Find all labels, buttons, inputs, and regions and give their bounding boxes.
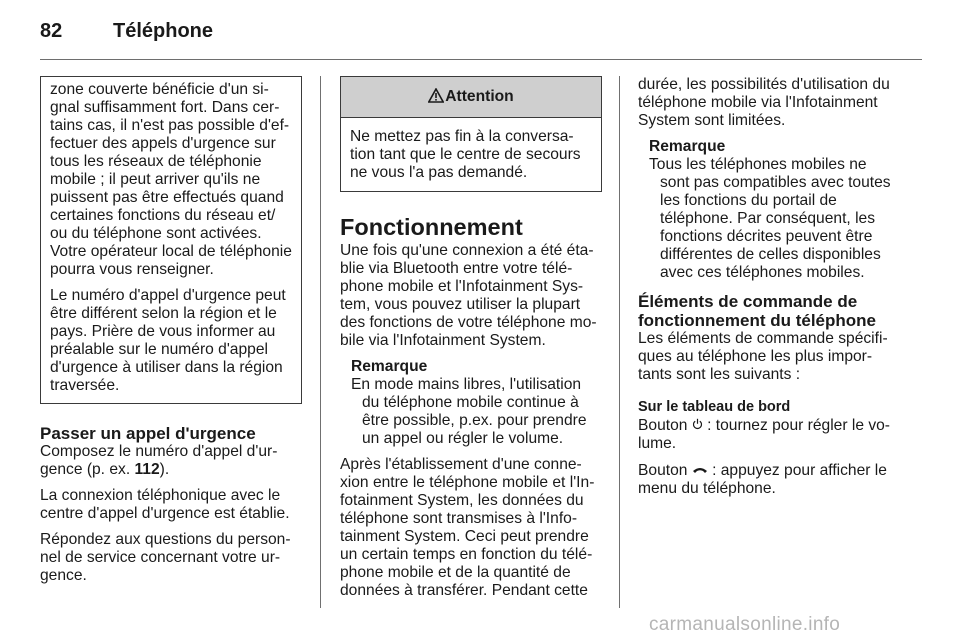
section-heading-operation: Fonctionnement [340,214,523,240]
column-divider-2 [619,76,620,608]
emergency-paragraph-3: Répondez aux questions du personnel de service concernant votre urgence. [40,531,291,584]
button-phone-label: Bouton [638,462,692,479]
remark-title: Remarque [351,358,428,375]
note-paragraph-2: Le numéro d'appel d'urgence peut être différent selon la région et le pays. Prière de vous informer au préalable sur le numéro d'appel d'urgence à utiliser dans la région traversée. [50,287,286,394]
column-3 [638,76,900,506]
remark-text-2: Tous les téléphones mobiles ne sont pas compatibles avec toutes les fonctions du portail de téléphone. Par conséquent, les fonctions décrites peuvent être différentes de celles disponibles avec ces téléphones mobiles. [649,156,891,281]
power-knob-icon [692,416,703,434]
column-1 [40,76,302,593]
continued-paragraph: durée, les possibilités d'utilisation du téléphone mobile via l'Infotainment System sont limitées. [638,76,890,129]
attention-box [340,76,602,192]
page-title: Téléphone [113,20,214,42]
emergency-paragraph-2: La connexion téléphonique avec le centre d'appel d'urgence est établie. [40,487,290,522]
column-divider-1 [320,76,321,608]
remark-title-2: Remarque [649,138,726,155]
section-heading-controls: Éléments de commande de fonctionnement du téléphone [638,292,876,330]
note-paragraph-1: zone couverte bénéficie d'un signal suffisamment fort. Dans certains cas, il n'est pas possible d'effectuer des appels d'urgence sur tous les réseaux de téléphonie mobile ; il peut arriver qu'ils ne puissent pas être effectués quand certaines fonctions du réseau et/ ou du téléphone sont activées. Votre opérateur local de téléphonie pourra vous renseigner. [50,81,292,278]
sub-heading-dashboard: Sur le tableau de bord [638,399,791,415]
header-rule [40,59,922,60]
remark-block [351,358,602,448]
attention-header [341,77,601,118]
emergency-paragraph-1 [40,443,302,479]
page-header [40,20,920,50]
button-volume-label: Bouton [638,417,692,434]
watermark: carmanualsonline.info [649,614,841,635]
emergency-p1-text: Composez le numéro d'appel d'urgence (p. ex. [40,443,278,478]
remark-block-2 [649,138,900,282]
section-heading-emergency-call: Passer un appel d'urgence [40,424,256,443]
column-2 [340,76,602,608]
phone-handset-icon [692,461,708,479]
continued-note-box [40,76,302,404]
operation-paragraph-1: Une fois qu'une connexion a été établie via Bluetooth entre votre téléphone mobile et l'Infotainment System, vous pouvez utiliser la plupart des fonctions de votre téléphone mobile via l'Infotainment System. [340,242,597,349]
button-phone-paragraph [638,461,900,498]
attention-text: Ne mettez pas fin à la conversation tant que le centre de secours ne vous l'a pas demandé. [350,128,581,181]
emergency-p1-end: ). [159,461,170,478]
button-phone-text: : appuyez pour afficher le menu du téléphone. [638,462,887,497]
attention-title: Attention [445,88,514,105]
remark-text: En mode mains libres, l'utilisation du téléphone mobile continue à être possible, p.ex. pour prendre un appel ou régler le volume. [351,376,587,447]
button-volume-text: : tournez pour régler le volume. [638,417,890,452]
controls-paragraph: Les éléments de commande spécifiques au téléphone les plus importants sont les suivants : [638,330,888,383]
emergency-page-ref: 112 [134,461,160,478]
attention-body [341,118,601,191]
button-volume-paragraph [638,416,900,453]
page-number: 82 [40,20,63,42]
warning-triangle-icon [428,88,444,107]
operation-paragraph-2: Après l'établissement d'une connexion entre le téléphone mobile et l'Infotainment System, les données du téléphone sont transmises à l'Infotainment System. Ceci peut prendre un certain temps en fonction du téléphone mobile et de la quantité de données à transférer. Pendant cette [340,456,595,599]
